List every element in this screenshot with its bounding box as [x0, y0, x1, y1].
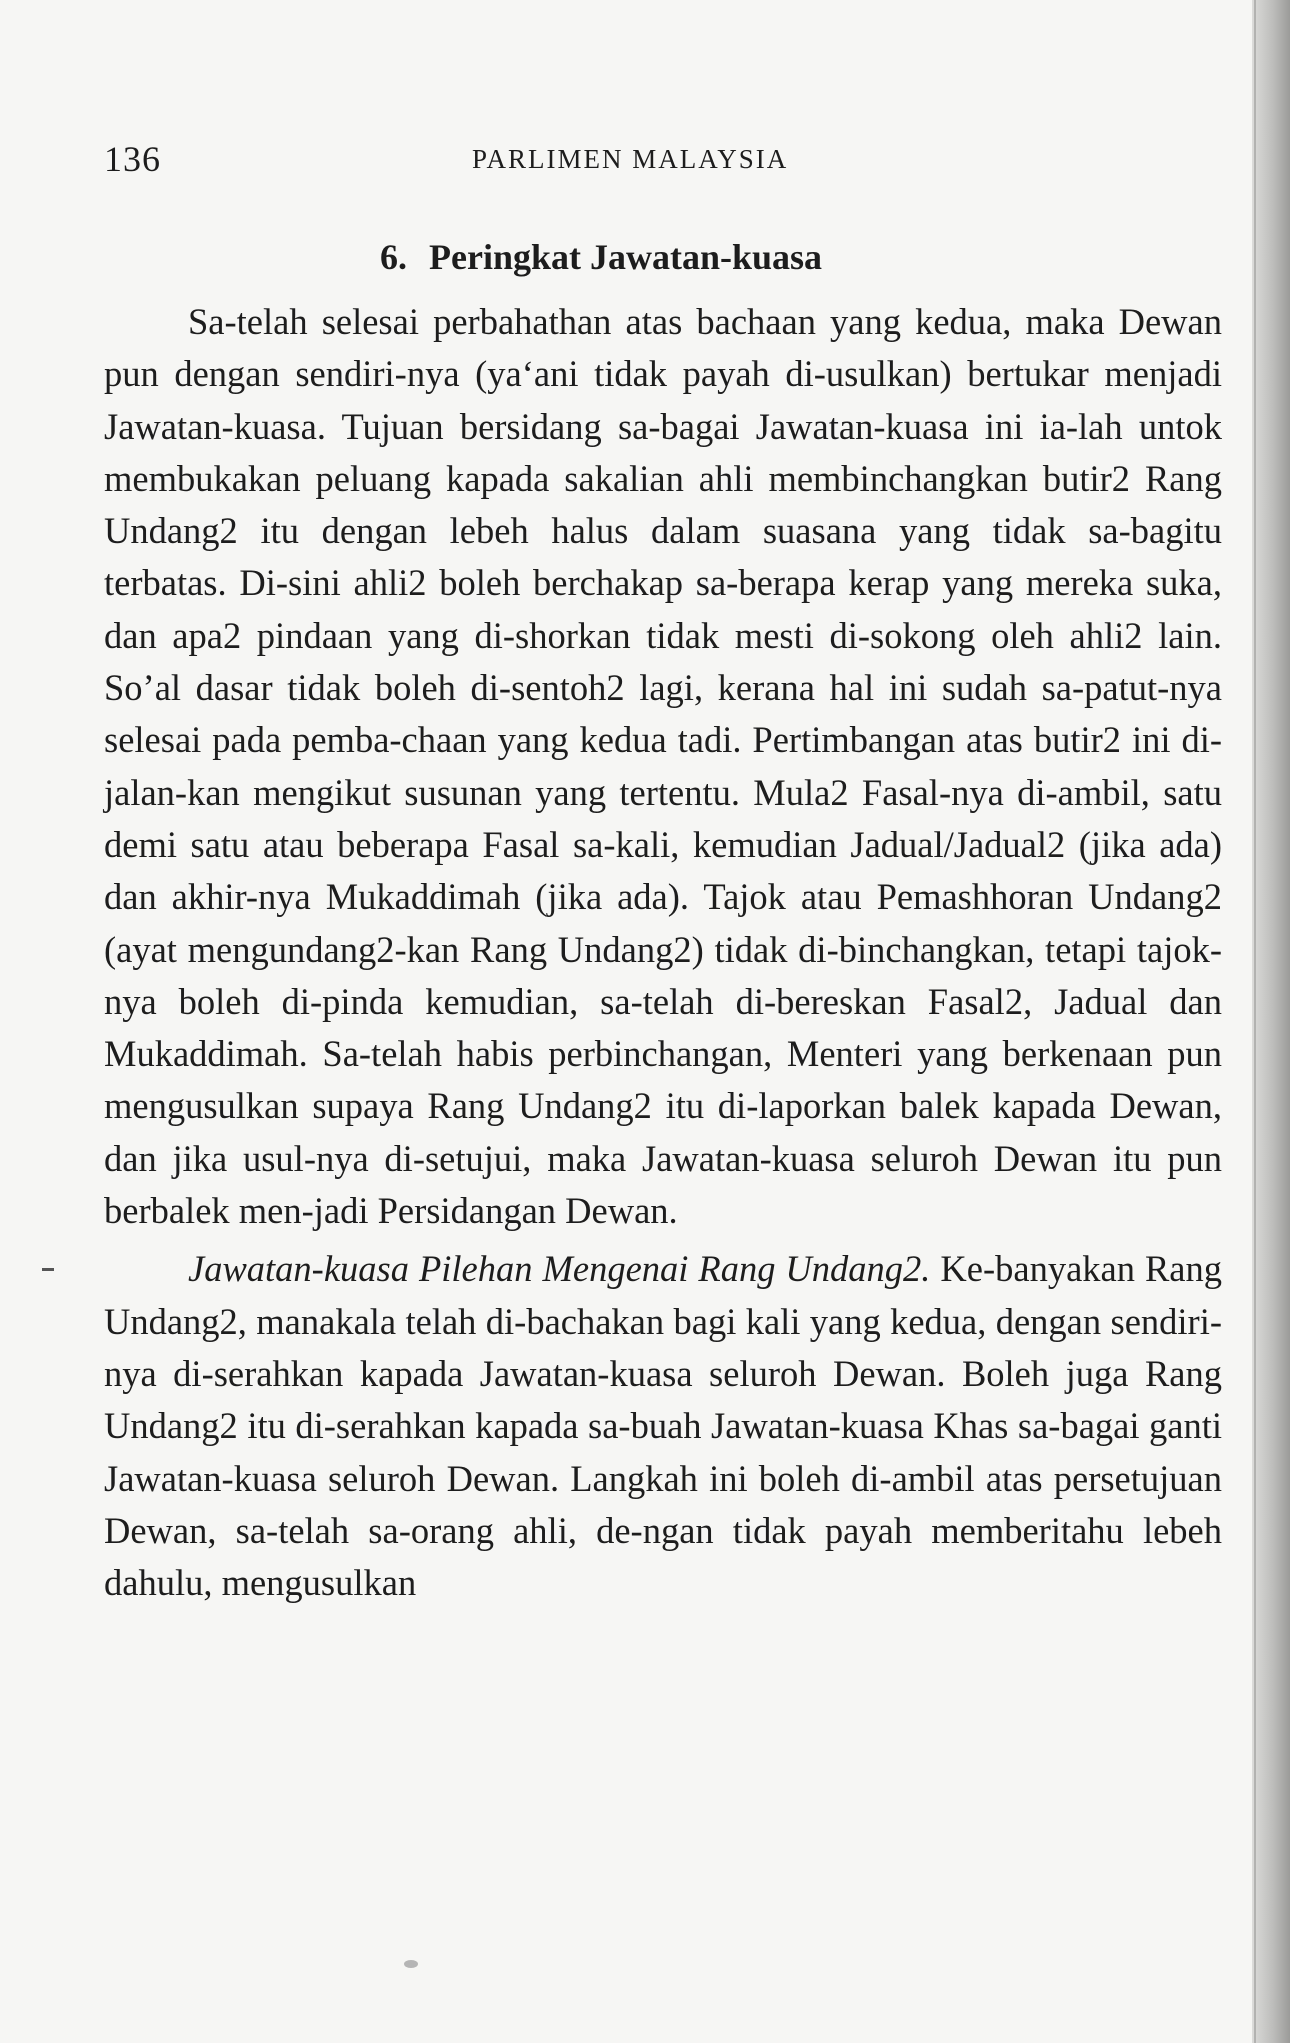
page-number: 136: [104, 139, 161, 179]
section-heading: [380, 236, 822, 278]
paragraph-2-text: Ke-banyakan Rang Undang2, manakala telah di-bachakan bagi kali yang kedua, dengan sendiri-nya di-serahkan kapada Jawatan-kuasa seluroh Dewan. Boleh juga Rang Undang2 itu di-serahkan kapada sa-buah Jawatan-kuasa Khas sa-bagai ganti Jawatan-kuasa seluroh Dewan. Langkah ini boleh di-ambil atas persetujuan Dewan, sa-telah sa-orang ahli, de-ngan tidak payah memberitahu lebeh dahulu, mengusulkan: [104, 1248, 1222, 1604]
paragraph-2-italic-heading: Jawatan-kuasa Pilehan Mengenai Rang Undang2.: [188, 1248, 931, 1290]
paper-speck: [404, 1960, 418, 1968]
page-edge: [1252, 0, 1290, 2043]
paragraph-2: [104, 1243, 1222, 1609]
section-number: 6.: [380, 237, 407, 277]
margin-mark: [42, 1268, 54, 1271]
page-header: [104, 138, 1214, 190]
page-gutter-line: [1254, 0, 1256, 2043]
section-title: Peringkat Jawatan-kuasa: [429, 237, 823, 277]
paragraph-1: Sa-telah selesai perbahathan atas bachaan yang kedua, maka Dewan pun dengan sendiri-nya (ya‘ani tidak payah di-usulkan) bertukar menjadi Jawatan-kuasa. Tujuan bersidang sa-bagai Jawatan-kuasa ini ia-lah untok membukakan peluang kapada sakalian ahli membinchangkan butir2 Rang Undang2 itu dengan lebeh halus dalam suasana yang tidak sa-bagitu terbatas. Di-sini ahli2 boleh berchakap sa-berapa kerap yang mereka suka, dan apa2 pindaan yang di-shorkan tidak mesti di-sokong oleh ahli2 lain. So’al dasar tidak boleh di-sentoh2 lagi, kerana hal ini sudah sa-patut-nya selesai pada pemba-chaan yang kedua tadi. Pertimbangan atas butir2 ini di-jalan-kan mengikut susunan yang tertentu. Mula2 Fasal-nya di-ambil, satu demi satu atau beberapa Fasal sa-kali, kemudian Jadual/Jadual2 (jika ada) dan akhir-nya Mukaddimah (jika ada). Tajok atau Pemashhoran Undang2 (ayat mengundang2-kan Rang Undang2) tidak di-binchangkan, tetapi tajok-nya boleh di-pinda kemudian, sa-telah di-bereskan Fasal2, Jadual dan Mukaddimah. Sa-telah habis perbinchangan, Menteri yang berkenaan pun mengusulkan supaya Rang Undang2 itu di-laporkan balek kapada Dewan, dan jika usul-nya di-setujui, maka Jawatan-kuasa seluroh Dewan itu pun berbalek men-jadi Persidangan Dewan.: [104, 301, 1222, 1232]
running-head: PARLIMEN MALAYSIA: [472, 144, 789, 174]
body-text: [104, 296, 1222, 1609]
